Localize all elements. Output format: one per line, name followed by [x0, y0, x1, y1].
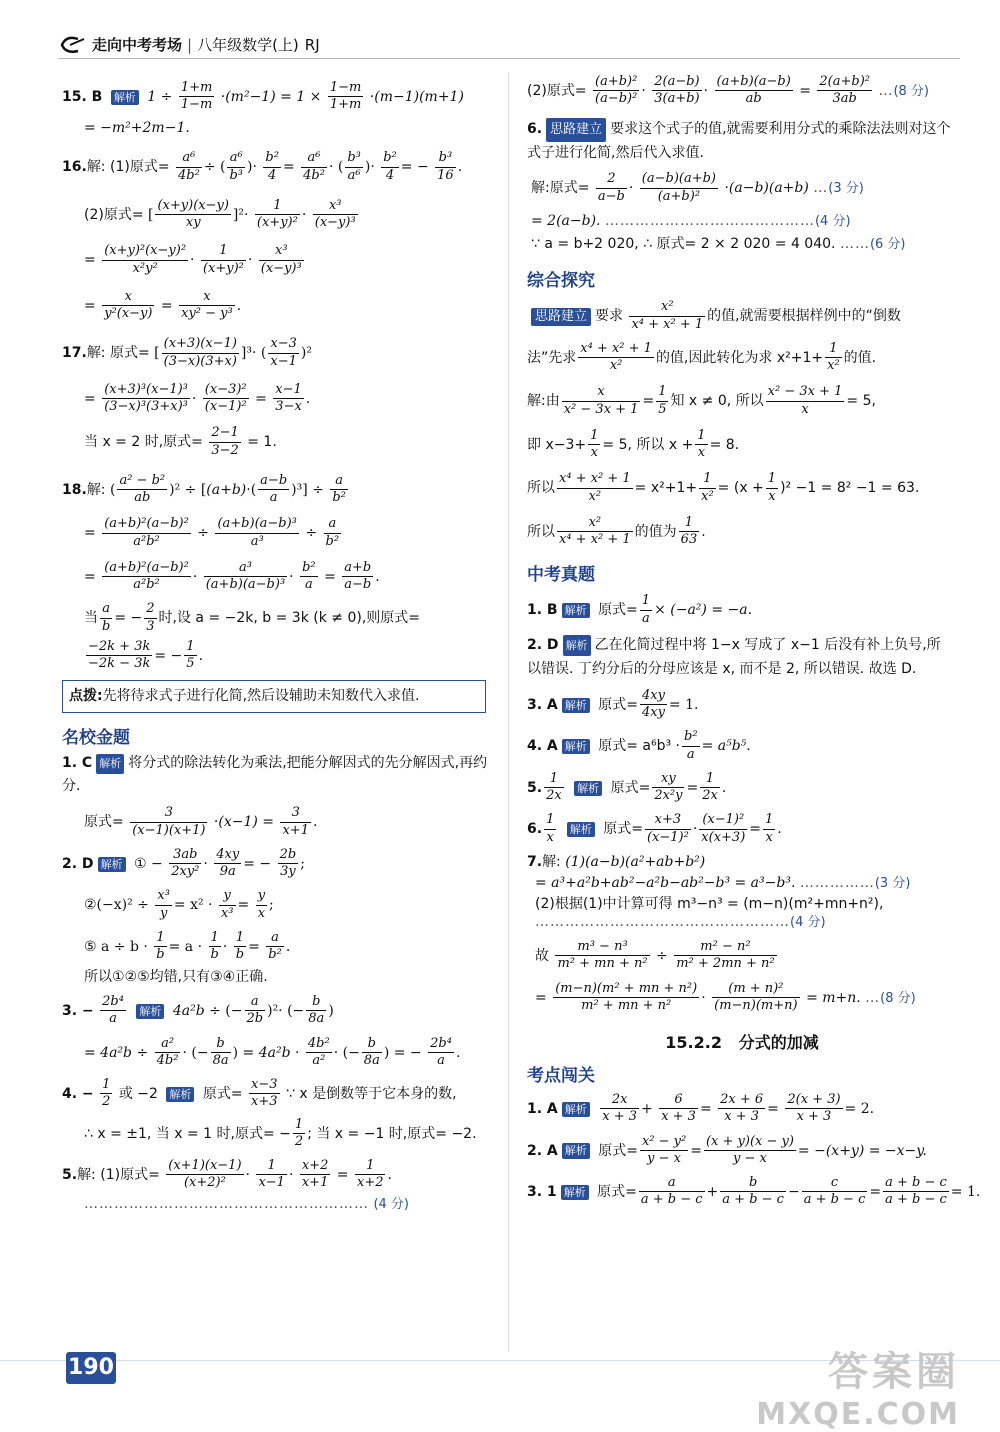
- answer-16-part2: (2)原式= [ $\frac{(x+y)(x-y)}{xy}$ ]²· $\frac{1}{\text{(x+y)²}}$ · $\frac{\text{x³}}{\text{(x−y)³}}$: [84, 197, 356, 231]
- answer-15: 15. B 解析 1 ÷ $\frac{1+m}{1-m}$ ·(m²−1) = 1 × $\frac{1-m}{1+m}$ ·(m−1)(m+1): [62, 80, 464, 113]
- mx-answer-1: 1. C 解析 将分式的除法转化为乘法,把能分解因式的先分解因式,再约分.: [62, 754, 488, 795]
- answer-6-step2: = 2(a−b). ……………………………………(4 分): [531, 212, 851, 229]
- section-heading-zonghe: 综合探究: [527, 271, 595, 292]
- zk-answer-7-step3: 故 $\frac{\text{m³ − n³}}{\text{m² + mn + n²}}$ ÷ $\frac{\text{m² − n²}}{\text{m² + 2mn + n²}}$: [535, 939, 775, 972]
- zk-answer-7-step4: = $\frac{\text{(m−n)(m² + mn + n²)}}{\text{m² + mn + n²}}$ · $\frac{\text{(m + n)²}}{(m-n)(m+n)}$ = m+n. …(8 分): [535, 980, 916, 1013]
- section-title-15-2-2: 15.2.2 分式的加减: [665, 1033, 819, 1053]
- answer-18-substitution: 当 $\frac{a}{b}$ = − $\frac{2}{3}$ 时,设 a = −2k, b = 3k (k ≠ 0),则原式=: [84, 601, 421, 634]
- answer-17-evaluate: 当 x = 2 时,原式= $\frac{2-1}{3-2}$ = 1.: [84, 425, 277, 458]
- mx-answer-2-c: ⑤ a ÷ b · $\frac{1}{b}$ = a · $\frac{1}{b}$ · $\frac{1}{b}$ = $\frac{a}{\text{b²}}$ .: [84, 929, 291, 963]
- mx-answer-3-steps: = 4a²b ÷ $\frac{\text{a²}}{\text{4b²}}$ · (− $\frac{b}{8a}$ ) = 4a²b · $\frac{\text{4b²}}{\text{a²}}$ · (− $\frac{b}{8a}$ ) = − $\frac{\text{2b⁴}}{a}$ .: [84, 1035, 461, 1068]
- zk-answer-7: 7.解: (1)(a−b)(a²+ab+b²): [527, 853, 706, 870]
- zonghe-solution-4: 所以 $\frac{\text{x²}}{\text{x⁴ + x² + 1}}$ 的值为 $\frac{1}{63}$ .: [527, 514, 706, 548]
- mx-answer-2-conclusion: 所以①②⑤均错,只有③④正确.: [84, 969, 268, 986]
- section-heading-zhongkao: 中考真题: [527, 565, 595, 586]
- zk-answer-7-step1: = a³+a²b+ab²−a²b−ab²−b³ = a³−b³. ……………(3 分): [535, 874, 911, 891]
- page-number: 190: [66, 1352, 116, 1384]
- mx-answer-2: 2. D 解析 ① − $\frac{3ab}{\text{2xy²}}$ · $\frac{4xy}{9a}$ = − $\frac{2b}{3y}$ ;: [62, 846, 305, 880]
- zonghe-solution-3: 所以 $\frac{\text{x⁴ + x² + 1}}{\text{x²}}$ = x²+1+ $\frac{1}{\text{x²}}$ = (x + $\frac{1}{x}$ )² −1 = 8² −1 = 63.: [527, 471, 920, 504]
- answer-16: 16.解: (1)原式= $\frac{\text{a⁶}}{\text{4b²}}$ ÷ ( $\frac{\text{a⁶}}{\text{b³}}$ )· $\frac{\text{b²}}{4}$ = $\frac{\text{a⁶}}{\text{4b²}}$ · ( $\frac{\text{b³}}{\text{a⁶}}$ )· $\frac{\text{b²}}{4}$ = − $\frac{\text{b³}}{16}$ .: [62, 150, 463, 183]
- zonghe-idea-line1: 思路建立 要求 $\frac{\text{x²}}{\text{x⁴ + x² + 1}}$ 的值,就需要根据样例中的“倒数: [527, 299, 957, 333]
- zk-answer-3: 3. A 解析 原式= $\frac{4xy}{4xy}$ = 1.: [527, 687, 699, 721]
- column-divider: [508, 72, 509, 1352]
- zk-answer-7-score2: ……………………………………………(4 分): [535, 914, 826, 931]
- zk-answer-2: 2. D 解析 乙在化简过程中将 1−x 写成了 x−1 后没有补上负号,所以错误. 丁约分后的分母应该是 x, 而不是 2, 所以错误. 故选 D.: [527, 636, 941, 678]
- kd-answer-1: 1. A 解析 $\frac{2x}{x + 3}$ + $\frac{6}{x + 3}$ = $\frac{2x + 6}{x + 3}$ = $\frac{2(x + 3)}{x + 3}$ = 2.: [527, 1092, 875, 1125]
- kd-answer-2: 2. A 解析 原式= $\frac{\text{x² − y²}}{y - x}$ = $\frac{(x + y)(x - y)}{y - x}$ = −(x+y) = −x−y.: [527, 1133, 927, 1166]
- answer-6-step3: ∵ a = b+2 020, ∴ 原式= 2 × 2 020 = 4 040. ……(6 分): [531, 235, 906, 252]
- brand-logo-icon: [58, 35, 86, 55]
- zk-answer-5: 5. $\frac{1}{2x}$ 解析 原式= $\frac{xy}{\text{2x²y}}$ = $\frac{1}{2x}$ .: [527, 770, 727, 804]
- answer-16-step2: = $\frac{\text{(x+y)²(x−y)²}}{\text{x²y²}}$ · $\frac{1}{\text{(x+y)²}}$ · $\frac{\text{x³}}{\text{(x−y)³}}$: [84, 243, 302, 276]
- zk-answer-1: 1. B 解析 原式= $\frac{1}{a}$ × (−a²) = −a.: [527, 593, 753, 626]
- mx-answer-5-score: ………………………………………………… (4 分): [84, 1195, 410, 1212]
- kd-answer-3: 3. 1 解析 原式= $\frac{a}{a + b - c}$ + $\frac{b}{a + b - c}$ − $\frac{c}{a + b - c}$ = $\frac{a + b - c}{a + b - c}$ = 1.: [527, 1175, 981, 1208]
- answer-16-step3: = $\frac{x}{\text{y²(x−y)}}$ = $\frac{x}{\text{xy² − y³}}$ .: [84, 288, 242, 322]
- mx-answer-4-cases: ∴ x = ±1, 当 x = 1 时,原式= − $\frac{1}{2}$ ; 当 x = −1 时,原式= −2.: [84, 1116, 477, 1149]
- mx-answer-3: 3. − $\frac{\text{2b⁴}}{a}$ 解析 4a²b ÷ (− $\frac{a}{2b}$ )²· (− $\frac{b}{8a}$ ): [62, 994, 334, 1027]
- watermark-url: MXQE.COM: [756, 1397, 960, 1432]
- answer-18-result: $\frac{-2k + 3k}{-2k - 3k}$ = − $\frac{1}{5}$ .: [88, 638, 204, 672]
- answer-18-step2: = $\frac{\text{(a+b)²(a−b)²}}{\text{a²b²}}$ ÷ $\frac{\text{(a+b)(a−b)³}}{\text{a³}}$ ÷ $\frac{a}{\text{b²}}$: [84, 516, 340, 549]
- zonghe-solution-1: 解:由 $\frac{x}{\text{x² − 3x + 1}}$ = $\frac{1}{5}$ 知 x ≠ 0, 所以 $\frac{\text{x² − 3x + 1}}{x}$ = 5,: [527, 384, 876, 417]
- book-edition: RJ: [304, 35, 320, 54]
- zk-answer-7-step2: (2)根据(1)中计算可得 m³−n³ = (m−n)(m²+mn+n²),: [535, 895, 884, 912]
- zonghe-solution-2: 即 x−3+ $\frac{1}{x}$ = 5, 所以 x + $\frac{1}{x}$ = 8.: [527, 427, 740, 461]
- watermark-logo-text: 答案圈: [828, 1349, 960, 1395]
- answer-15-result: = −m²+2m−1.: [84, 119, 190, 136]
- mx-answer-2-b: ②(−x)² ÷ $\frac{\text{x³}}{y}$ = x² · $\frac{y}{\text{x³}}$ = $\frac{y}{x}$ ;: [84, 888, 274, 921]
- zonghe-idea-line2: 法”先求 $\frac{\text{x⁴ + x² + 1}}{\text{x²}}$ 的值,因此转化为求 x²+1+ $\frac{1}{\text{x²}}$ 的值.: [527, 340, 877, 374]
- answer-18-step3: = $\frac{\text{(a+b)²(a−b)²}}{\text{a²b²}}$ · $\frac{\text{a³}}{\text{(a+b)(a−b)³}}$ · $\frac{\text{b²}}{a}$ = $\frac{a+b}{a-b}$ .: [84, 559, 380, 593]
- answer-17: 17.解: 原式= [ $\frac{(x+3)(x-1)}{(3-x)(3+x)}$ ]³· ( $\frac{x-3}{x-1}$ )²: [62, 336, 312, 369]
- section-heading-mingxiao: 名校金题: [62, 727, 130, 748]
- answer-6-solution: 解:原式= $\frac{2}{a-b}$ · $\frac{(a-b)(a+b)}{\text{(a+b)²}}$ ·(a−b)(a+b) …(3 分): [531, 171, 864, 204]
- mx-answer-4: 4. − $\frac{1}{2}$ 或 −2 解析 原式= $\frac{x-3}{x+3}$ ∵ x 是倒数等于它本身的数,: [62, 1077, 457, 1110]
- answer-18: 18.解: ( $\frac{\text{a² − b²}}{ab}$ )² ÷ [(a+b)·( $\frac{a-b}{a}$ )³] ÷ $\frac{a}{\text{b²}}$: [62, 472, 346, 506]
- watermark: [756, 1340, 960, 1432]
- tip-box: 点拨:先将待求式子进行化简,然后设辅助未知数代入求值.: [62, 680, 486, 712]
- mx-answer-5: 5.解: (1)原式= $\frac{(x+1)(x-1)}{\text{(x+2)²}}$ · $\frac{1}{x-1}$ · $\frac{x+2}{x+1}$ = $\frac{1}{x+2}$ .: [62, 1158, 392, 1191]
- section-heading-kaodian: 考点闯关: [527, 1066, 595, 1087]
- zk-answer-4: 4. A 解析 原式= a⁶b³ · $\frac{\text{b²}}{a}$ = a⁵b⁵.: [527, 729, 751, 762]
- answer-5-part2: (2)原式= $\frac{\text{(a+b)²}}{\text{(a−b)²}}$ · $\frac{2(a-b)}{3(a+b)}$ · $\frac{(a+b)(a-b)}{ab}$ = $\frac{\text{2(a+b)²}}{3ab}$ …(8 分): [527, 74, 930, 107]
- header-rule: [58, 58, 960, 59]
- mx-answer-1-formula: 原式= $\frac{3}{(x-1)(x+1)}$ ·(x−1) = $\frac{3}{x+1}$ .: [84, 805, 318, 838]
- left-column: [62, 72, 492, 1212]
- right-column: [527, 72, 981, 1209]
- book-subtitle: 八年级数学(上): [197, 36, 299, 54]
- answer-17-step2: = $\frac{\text{(x+3)³(x−1)³}}{\text{(3−x)³(3+x)³}}$ · $\frac{\text{(x−3)²}}{\text{(x−1)²}}$ = $\frac{x-1}{3-x}$ .: [84, 381, 311, 415]
- running-header: 走向中考考场 | 八年级数学(上) RJ: [58, 34, 320, 55]
- zk-answer-6: 6. $\frac{1}{x}$ 解析 原式= $\frac{x+3}{\text{(x−1)²}}$ · $\frac{\text{(x−1)²}}{x(x+3)}$ = $\frac{1}{x}$ .: [527, 812, 782, 845]
- answer-6-idea: 6. 思路建立 要求这个式子的值,就需要利用分式的乘除法法则对这个式子进行化简,然后代入求值.: [527, 118, 957, 166]
- book-title: 走向中考考场: [92, 36, 183, 54]
